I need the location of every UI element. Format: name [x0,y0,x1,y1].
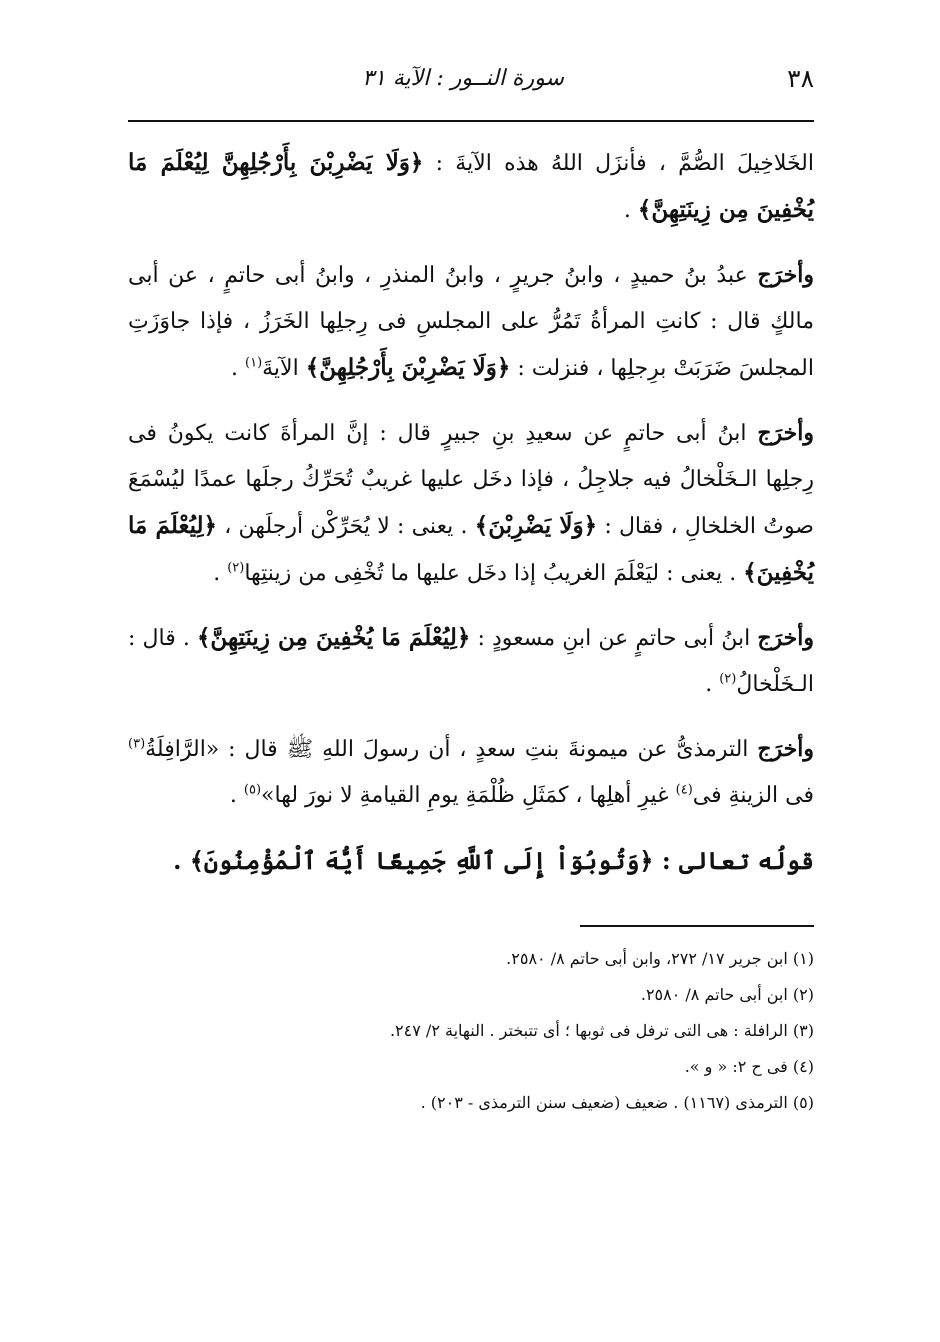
footnote-4: (٤) فى ح ٢: « و ». [684,1057,814,1076]
verse-heading-label: قولُه تعالى : [653,846,814,875]
paragraph-text-after-2: غيرِ أهلِها ، كمَثَلِ ظُلْمَةِ يومِ القيامةِ لا نورَ لها» [261,783,676,808]
paragraph-text-after: فى الزينةِ فى [692,783,814,808]
header-rule [128,120,814,122]
paragraph-tail: . [213,561,228,586]
paragraph-lead: وأخرَج [757,262,814,288]
paragraph-text: ابنُ أبى حاتمٍ عن ابنِ مسعودٍ : [470,626,758,651]
footnote-rule [580,925,814,927]
paragraph-lead: وأخرَج [757,420,814,446]
paragraph-3 [128,410,814,597]
paragraph-text-after: . قال : الـخَلْخالُ [128,626,814,697]
paragraph-text-after: . يعنى : لا يُحَرِّكْن أرجلَهن ، [217,514,475,539]
page-header [128,60,814,114]
paragraph-text: الترمذىُّ عن ميمونةَ بنتِ سعدٍ ، أن رسولَ اللهِ ﷺ قال : «الرَّافِلَةُ [145,737,758,762]
footnote-marker-2: (٤) [675,782,693,798]
verse-heading [128,837,814,885]
quran-quote: ﴿لِيُعْلَمَ مَا يُخْفِينَ مِن زِينَتِهِنَّ﴾ [196,624,471,651]
footnote-marker: (٢) [227,560,245,576]
quran-quote: ﴿وَلَا يَضْرِبْنَ﴾ [474,512,598,539]
footnote-marker: (٢) [719,671,737,687]
paragraph-tail: . [705,672,720,697]
paragraph-text-after-2: . يعنى : ليَعْلَمَ الغريبُ إذا دخَل عليها ما تُخْفِى من زينتِها [244,561,744,586]
verse-heading-tail: . [173,846,190,875]
page-number: ٣٨ [787,64,814,93]
footnote-marker: (١) [245,355,263,371]
paragraph-tail: . [623,198,638,223]
paragraph-1 [128,140,814,234]
quran-quote: ﴿وَتُوبُوٓاْ إِلَى ٱللَّهِ جَمِيعًا أَيُّهَ ٱلْمُؤْمِنُونَ﴾ [189,846,654,875]
footnote-marker: (٣) [128,736,146,752]
running-title: سورة النــور : الآية ٣١ [362,66,564,91]
paragraph-tail: . [229,783,244,808]
footnote-1: (١) ابن جرير ١٧/ ٢٧٢، وابن أبى حاتم ٨/ ٢٥٨٠. [506,949,814,968]
footnote-marker-3: (٥) [243,782,262,798]
paragraph-text: عبدُ بنُ حميدٍ ، وابنُ جريرٍ ، وابنُ المنذرِ ، وابنُ أبى حاتمٍ ، عن أبى مالكٍ قال : كانتِ المرأةُ تَمُرُّ على المجلسِ فى رِجلِها الخَرَزُ ، فإذا جاوَزَتِ المجلسَ ضَرَبَتْ برِجلِها ، فنزلت : [128,263,814,381]
quran-quote: ﴿وَلَا يَضْرِبْنَ بِأَرْجُلِهِنَّ﴾ [305,354,511,381]
book-page [128,60,814,1121]
paragraph-text: ابنُ أبى حاتمٍ عن سعيدِ بنِ جبيرٍ قال : إنَّ المرأةَ كانت يكونُ فى رِجلِها الـخَلْخالُ فيه جلاجِلُ ، فإذا دخَل عليها غريبٌ تُحَرِّكُ رجلَها عمدًا ليُسْمَعَ صوتُ الخلخالِ ، فقال : [128,421,814,539]
quran-quote: ﴿وَلَا يَضْرِبْنَ بِأَرْجُلِهِنَّ لِيُعْلَمَ مَا يُخْفِينَ مِن زِينَتِهِنَّ﴾ [128,149,814,223]
footnote-5: (٥) الترمذى (١١٦٧) . ضعيف (ضعيف سنن الترمذى - ٢٠٣) . [420,1093,814,1112]
paragraph-4 [128,615,814,708]
footnote-2: (٢) ابن أبى حاتم ٨/ ٢٥٨٠. [640,985,814,1004]
paragraph-text-after: الآيةَ [262,356,306,381]
paragraph-2 [128,252,814,392]
paragraph-tail: . [231,356,245,381]
quran-quote-2: ﴿لِيُعْلَمَ مَا يُخْفِينَ﴾ [128,512,814,586]
footnotes-list [128,941,814,1121]
paragraph-5 [128,726,814,819]
paragraph-lead: وأخرَج [757,736,814,762]
footnote-3: (٣) الرافلة : هى التى ترفل فى ثوبها ؛ أى تتبختر . النهاية ٢/ ٢٤٧. [389,1021,814,1040]
paragraph-lead: وأخرَج [757,625,815,651]
paragraph-text: الخَلاخِيلَ الصُّمَّ ، فأنزَل اللهُ هذه الآيةَ : [423,151,814,176]
